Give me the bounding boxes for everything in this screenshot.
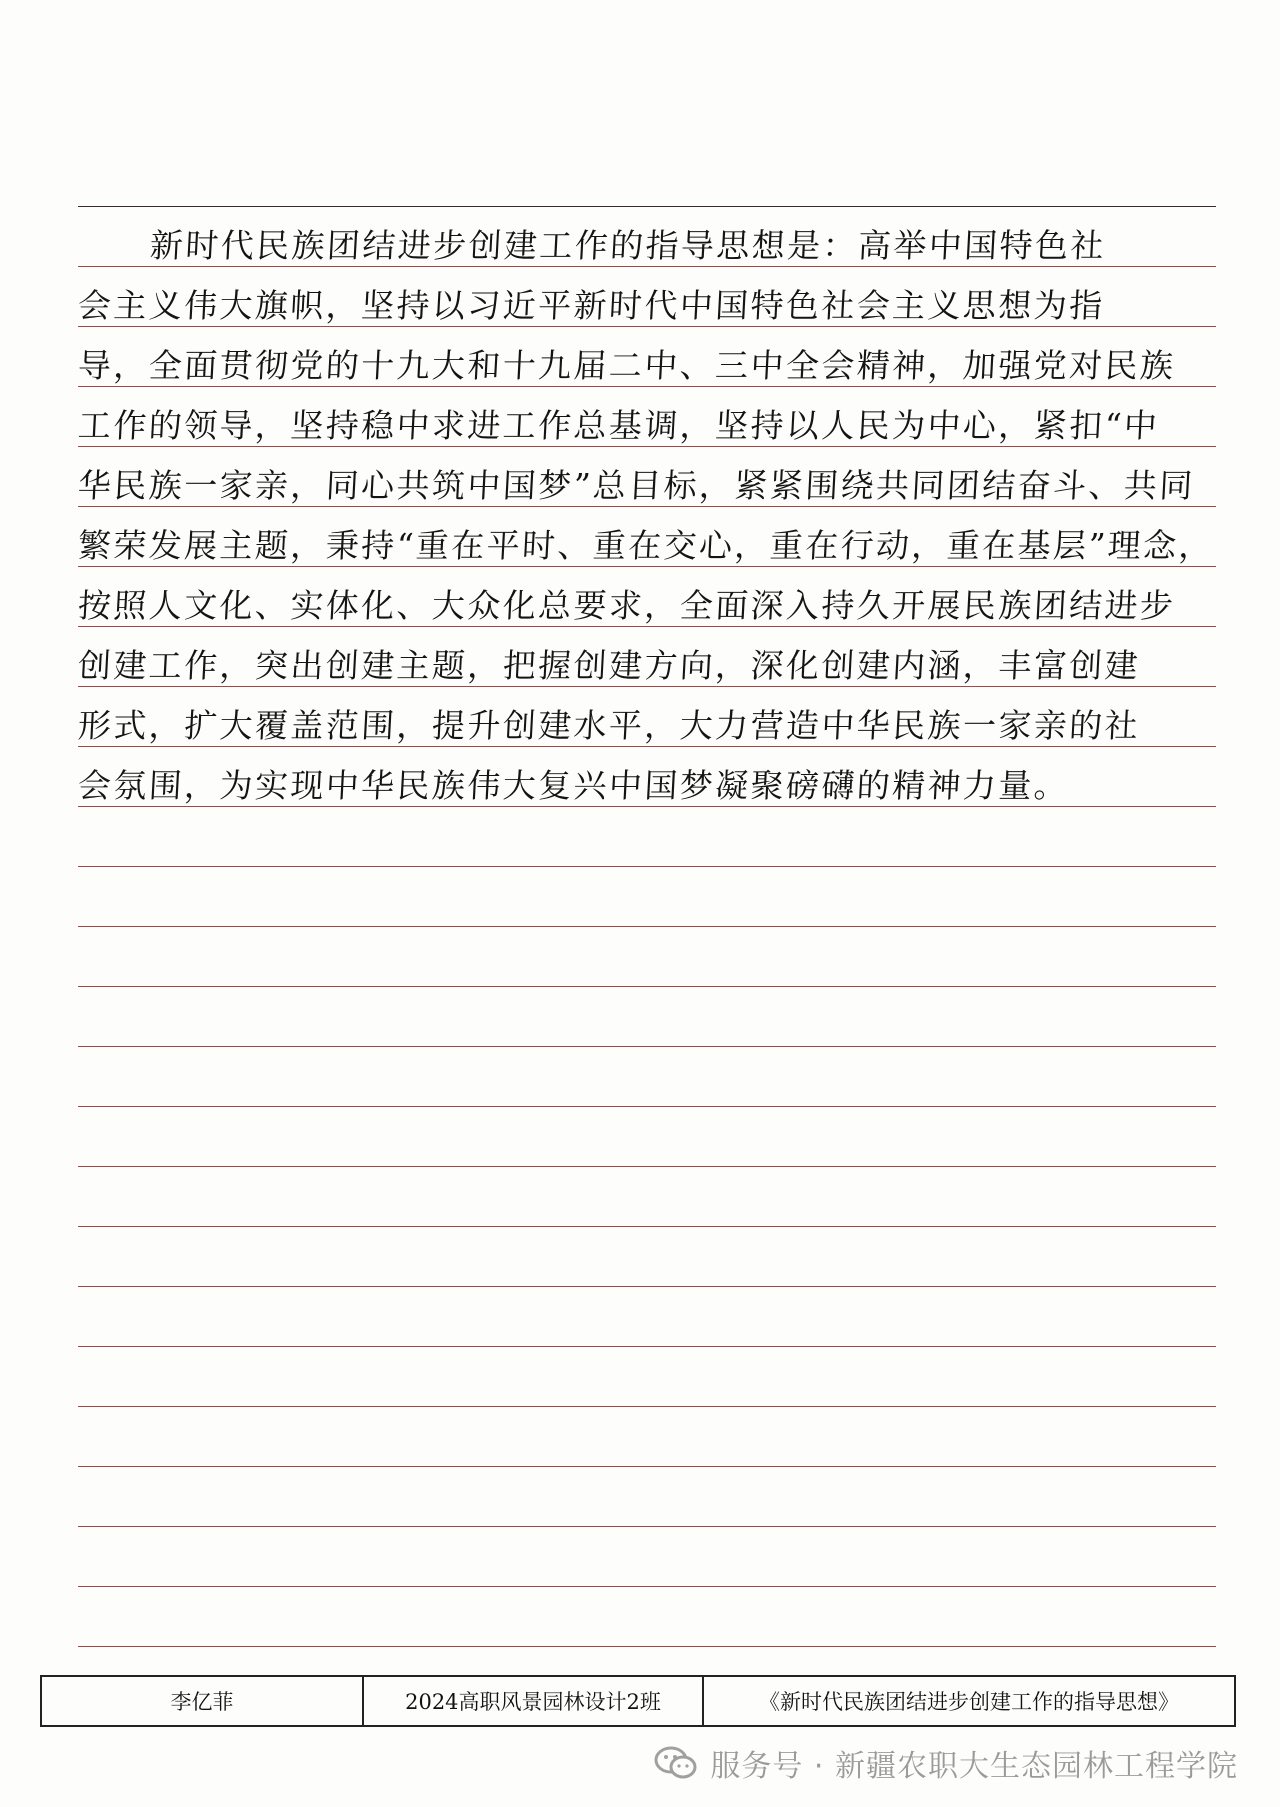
wechat-icon bbox=[654, 1745, 698, 1781]
ruled-line bbox=[78, 1166, 1216, 1167]
author-name: 李亿菲 bbox=[170, 1690, 234, 1714]
essay-line: 创建工作，突出创建主题，把握创建方向，深化创建内涵，丰富创建 bbox=[77, 646, 1142, 685]
ruled-line bbox=[78, 986, 1216, 987]
essay-line: 会氛围，为实现中华民族伟大复兴中国梦凝聚磅礴的精神力量。 bbox=[77, 766, 1071, 805]
ruled-line bbox=[78, 1646, 1216, 1647]
ruled-line bbox=[78, 926, 1216, 927]
ruled-line bbox=[78, 1406, 1216, 1407]
essay-title: 《新时代民族团结进步创建工作的指导思想》 bbox=[702, 1677, 1234, 1725]
class-name: 2024高职风景园林设计2班 bbox=[362, 1677, 702, 1725]
ruled-line bbox=[78, 1346, 1216, 1347]
ruled-line bbox=[78, 1106, 1216, 1107]
essay-line: 按照人文化、实体化、大众化总要求，全面深入持久开展民族团结进步 bbox=[77, 586, 1177, 625]
ruled-line bbox=[78, 1586, 1216, 1587]
essay-line: 会主义伟大旗帜，坚持以习近平新时代中国特色社会主义思想为指 bbox=[77, 286, 1106, 325]
ruled-line bbox=[78, 866, 1216, 867]
essay-line: 华民族一家亲，同心共筑中国梦”总目标，紧紧围绕共同团结奋斗、共同 bbox=[77, 466, 1196, 505]
essay-line: 新时代民族团结进步创建工作的指导思想是：高举中国特色社 bbox=[149, 226, 1107, 265]
ruled-line bbox=[78, 206, 1216, 207]
essay-line: 工作的领导，坚持稳中求进工作总基调，坚持以人民为中心，紧扣“中 bbox=[77, 406, 1161, 445]
footer-info-table bbox=[40, 1675, 1236, 1727]
ruled-line bbox=[78, 1286, 1216, 1287]
watermark bbox=[654, 1738, 1238, 1788]
essay-line: 导，全面贯彻党的十九大和十九届二中、三中全会精神，加强党对民族 bbox=[77, 346, 1177, 385]
ruled-line bbox=[78, 1466, 1216, 1467]
watermark-text: 服务号 · 新疆农职大生态园林工程学院 bbox=[710, 1749, 1238, 1784]
essay-line: 繁荣发展主题，秉持“重在平时、重在交心，重在行动，重在基层”理念， bbox=[77, 526, 1216, 565]
ruled-line bbox=[78, 1226, 1216, 1227]
ruled-line bbox=[78, 1046, 1216, 1047]
essay-line: 形式，扩大覆盖范围，提升创建水平，大力营造中华民族一家亲的社 bbox=[77, 706, 1142, 745]
ruled-line bbox=[78, 1526, 1216, 1527]
